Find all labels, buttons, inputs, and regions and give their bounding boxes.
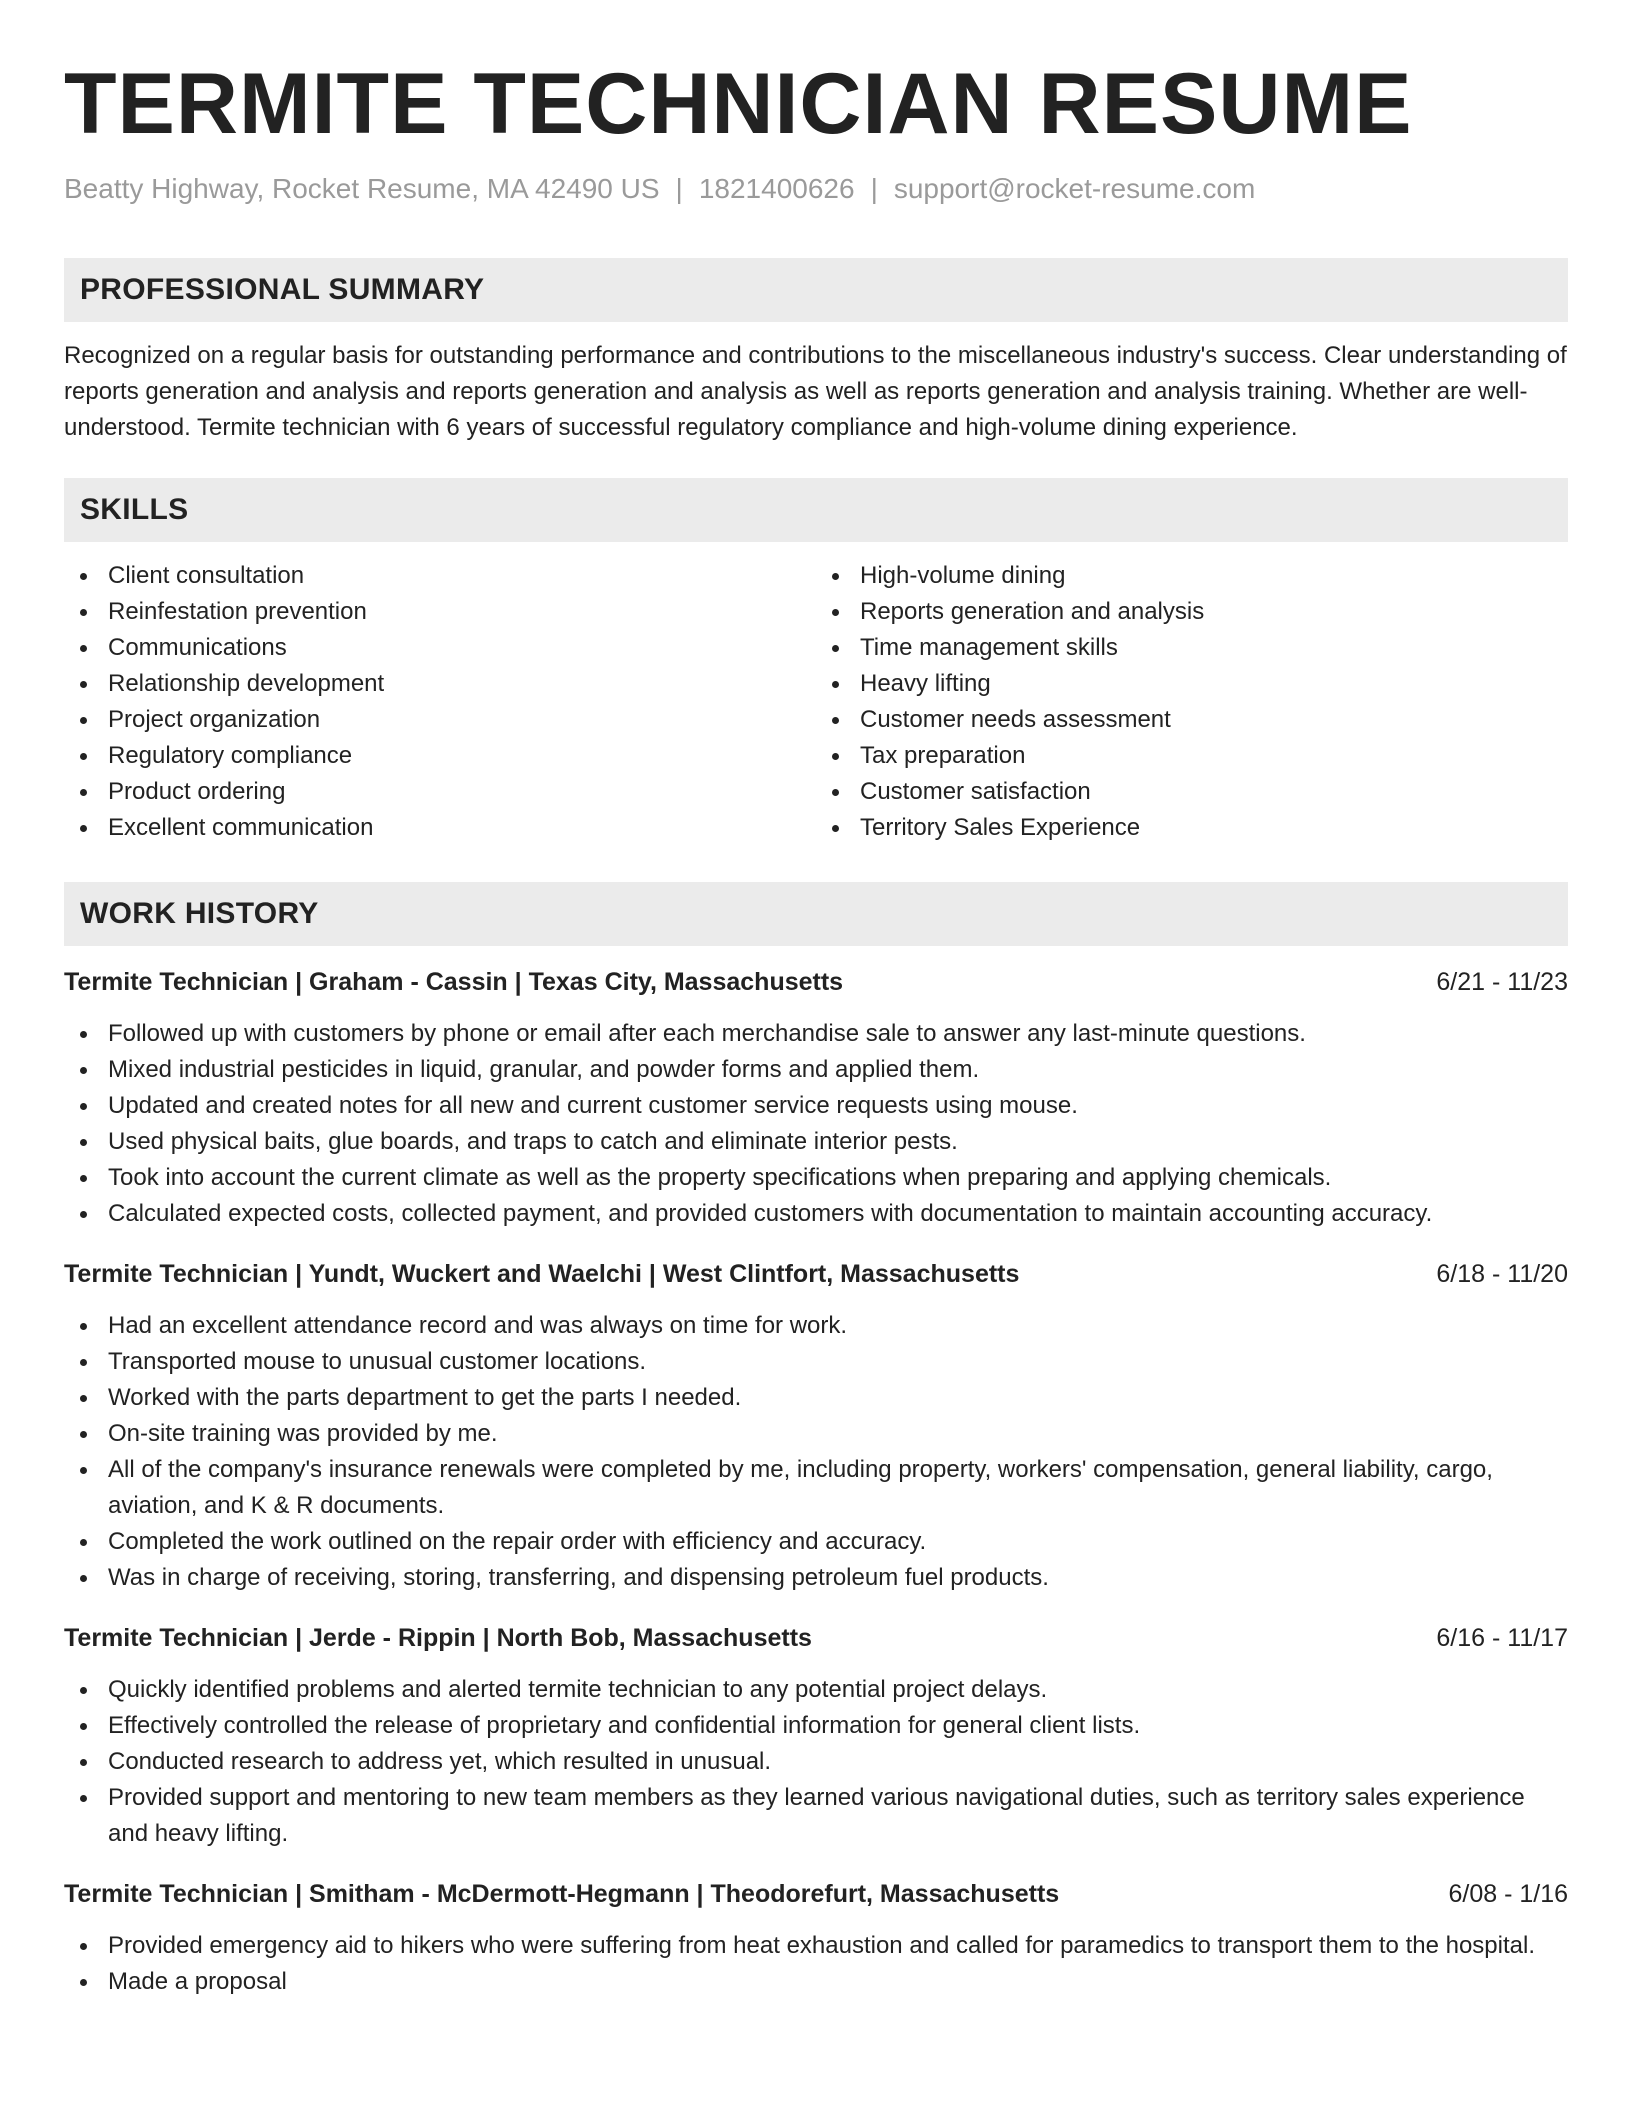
job-bullets bbox=[64, 1308, 1568, 1596]
skill-item: Time management skills bbox=[816, 630, 1568, 666]
skill-item: Reinfestation prevention bbox=[64, 594, 816, 630]
skill-item: Communications bbox=[64, 630, 816, 666]
skill-item: Relationship development bbox=[64, 666, 816, 702]
job-bullets bbox=[64, 1928, 1568, 2000]
job-bullet: Completed the work outlined on the repair order with efficiency and accuracy. bbox=[64, 1524, 1568, 1560]
job-bullet: On-site training was provided by me. bbox=[64, 1416, 1568, 1452]
contact-phone: 1821400626 bbox=[698, 173, 855, 204]
skill-item: Regulatory compliance bbox=[64, 738, 816, 774]
skill-item: High-volume dining bbox=[816, 558, 1568, 594]
skills-list bbox=[64, 558, 1568, 846]
job-title: Termite Technician | Smitham - McDermott-Hegmann | Theodorefurt, Massachusetts bbox=[64, 1880, 1060, 1908]
contact-line bbox=[64, 172, 1568, 206]
job-bullet: Transported mouse to unusual customer locations. bbox=[64, 1344, 1568, 1380]
summary-text: Recognized on a regular basis for outstanding performance and contributions to the miscellaneous industry's success. Clear understanding of reports generation and analysis and reports generation and analysis as well as reports generation and analysis training. Whether are well-understood. Termite technician with 6 years of successful regulatory compliance and high-volume dining experience. bbox=[64, 342, 1567, 441]
skills-heading: SKILLS bbox=[64, 478, 1568, 542]
skill-item: Project organization bbox=[64, 702, 816, 738]
job-bullet: Worked with the parts department to get the parts I needed. bbox=[64, 1380, 1568, 1416]
work-history-heading: WORK HISTORY bbox=[64, 882, 1568, 946]
job-bullet: Mixed industrial pesticides in liquid, granular, and powder forms and applied them. bbox=[64, 1052, 1568, 1088]
skill-item: Client consultation bbox=[64, 558, 816, 594]
job-dates: 6/21 - 11/23 bbox=[1436, 968, 1568, 996]
job-bullet: Conducted research to address yet, which resulted in unusual. bbox=[64, 1744, 1568, 1780]
job-bullet: Quickly identified problems and alerted termite technician to any potential project delays. bbox=[64, 1672, 1568, 1708]
skill-item: Excellent communication bbox=[64, 810, 816, 846]
skill-item: Tax preparation bbox=[816, 738, 1568, 774]
job-bullet: Effectively controlled the release of proprietary and confidential information for general client lists. bbox=[64, 1708, 1568, 1744]
job-bullet: Had an excellent attendance record and was always on time for work. bbox=[64, 1308, 1568, 1344]
contact-email: support@rocket-resume.com bbox=[893, 173, 1256, 204]
skill-item: Product ordering bbox=[64, 774, 816, 810]
job-bullet: Calculated expected costs, collected payment, and provided customers with documentation to maintain accounting accuracy. bbox=[64, 1196, 1568, 1232]
job-header bbox=[64, 964, 1568, 1000]
job-bullet: Updated and created notes for all new and current customer service requests using mouse. bbox=[64, 1088, 1568, 1124]
job-bullet: Was in charge of receiving, storing, transferring, and dispensing petroleum fuel products. bbox=[64, 1560, 1568, 1596]
contact-address: Beatty Highway, Rocket Resume, MA 42490 US bbox=[64, 173, 660, 204]
job-title: Termite Technician | Graham - Cassin | Texas City, Massachusetts bbox=[64, 968, 844, 996]
job-header bbox=[64, 1620, 1568, 1656]
job-title: Termite Technician | Yundt, Wuckert and Waelchi | West Clintfort, Massachusetts bbox=[64, 1260, 1020, 1288]
job-bullet: Took into account the current climate as well as the property specifications when preparing and applying chemicals. bbox=[64, 1160, 1568, 1196]
job-title: Termite Technician | Jerde - Rippin | North Bob, Massachusetts bbox=[64, 1624, 812, 1652]
skill-item: Heavy lifting bbox=[816, 666, 1568, 702]
contact-separator: | bbox=[870, 173, 878, 204]
job-entry bbox=[64, 1876, 1568, 2000]
job-dates: 6/08 - 1/16 bbox=[1448, 1880, 1568, 1908]
skills-column-left bbox=[64, 558, 816, 846]
job-bullet: Made a proposal bbox=[64, 1964, 1568, 2000]
resume-title: TERMITE TECHNICIAN RESUME bbox=[64, 56, 1413, 152]
job-bullets bbox=[64, 1672, 1568, 1852]
job-header bbox=[64, 1256, 1568, 1292]
job-entry bbox=[64, 1256, 1568, 1596]
job-bullet: Followed up with customers by phone or email after each merchandise sale to answer any last-minute questions. bbox=[64, 1016, 1568, 1052]
job-header bbox=[64, 1876, 1568, 1912]
job-bullet: All of the company's insurance renewals were completed by me, including property, workers' compensation, general liability, cargo, aviation, and K & R documents. bbox=[64, 1452, 1568, 1524]
job-entry bbox=[64, 964, 1568, 1232]
summary-heading: PROFESSIONAL SUMMARY bbox=[64, 258, 1568, 322]
skill-item: Customer needs assessment bbox=[816, 702, 1568, 738]
skills-column-right bbox=[816, 558, 1568, 846]
job-dates: 6/18 - 11/20 bbox=[1436, 1260, 1568, 1288]
job-bullet: Provided support and mentoring to new team members as they learned various navigational duties, such as territory sales experience and heavy lifting. bbox=[64, 1780, 1568, 1852]
job-bullet: Provided emergency aid to hikers who were suffering from heat exhaustion and called for paramedics to transport them to the hospital. bbox=[64, 1928, 1568, 1964]
job-bullet: Used physical baits, glue boards, and traps to catch and eliminate interior pests. bbox=[64, 1124, 1568, 1160]
skill-item: Territory Sales Experience bbox=[816, 810, 1568, 846]
contact-separator: | bbox=[675, 173, 683, 204]
job-entry bbox=[64, 1620, 1568, 1852]
job-dates: 6/16 - 11/17 bbox=[1436, 1624, 1568, 1652]
job-bullets bbox=[64, 1016, 1568, 1232]
skill-item: Reports generation and analysis bbox=[816, 594, 1568, 630]
skill-item: Customer satisfaction bbox=[816, 774, 1568, 810]
